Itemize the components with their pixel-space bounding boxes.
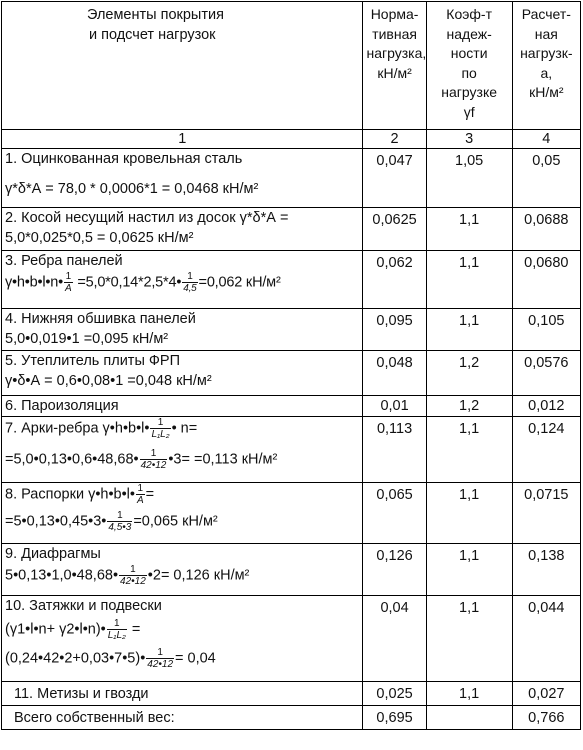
row-title: 6. Пароизоляция (5, 398, 119, 414)
row-title: 5. Утеплитель плиты ФРП (5, 353, 181, 369)
formula-part: 8. Распорки γ•h•b•l• (5, 486, 135, 503)
fraction-numerator: 1 (146, 647, 174, 659)
fraction-denominator: 42•12 (140, 460, 167, 471)
header-coef-line: по (461, 64, 477, 81)
normative-value: 0,113 (363, 417, 426, 483)
coef-value: 1,1 (426, 544, 512, 596)
header-coef-line: надеж- (446, 25, 492, 42)
header-row (2, 2, 581, 130)
row-description (2, 208, 363, 251)
row-description (2, 544, 363, 596)
design-value: 0,0680 (512, 251, 580, 309)
row-title: 3. Ребра панелей (5, 253, 123, 269)
header-design-line: а, (540, 64, 553, 81)
formula-part: 5•0,13•1,0•48,68• (5, 567, 119, 584)
row-title: 10. Затяжки и подвески (5, 598, 162, 614)
row-description (2, 706, 363, 730)
row-title: 11. Метизы и гвозди (14, 686, 149, 702)
row-title (5, 483, 359, 506)
row-formula: γ*δ*А = 78,0 * 0,0006*1 = 0,0468 кН/м² (5, 181, 259, 197)
header-normative-line: Норма- (370, 6, 419, 22)
table-row (2, 596, 581, 682)
row-description (2, 309, 363, 351)
design-value: 0,027 (512, 682, 580, 706)
normative-value: 0,047 (363, 149, 426, 208)
fraction-denominator: 4,5 (183, 283, 197, 294)
row-formula-continued (5, 647, 359, 670)
design-value: 0,0688 (512, 208, 580, 251)
row-formula: 5,0*0,025*0,5 = 0,0625 кН/м² (5, 230, 194, 246)
header-normative (363, 2, 426, 130)
header-design (512, 2, 580, 130)
row-formula (5, 510, 359, 533)
fraction-numerator: 1 (107, 618, 127, 630)
normative-value: 0,095 (363, 309, 426, 351)
column-number: 2 (363, 130, 426, 149)
row-title: 4. Нижняя обшивка панелей (5, 311, 196, 327)
table-row (2, 309, 581, 351)
column-number: 3 (426, 130, 512, 149)
column-number: 1 (2, 130, 363, 149)
normative-value: 0,062 (363, 251, 426, 309)
design-value: 0,05 (512, 149, 580, 208)
formula-part: (γ1•l•n+ γ2•l•n)• (5, 621, 106, 638)
row-title: 2. Косой несущий настил из досок γ*δ*А = (5, 210, 289, 226)
fraction-numerator: 1 (140, 448, 168, 460)
fraction-denominator: 42•12 (147, 659, 174, 670)
coef-value: 1,1 (426, 417, 512, 483)
header-design-line: ная (534, 25, 558, 42)
coef-value: 1,1 (426, 251, 512, 309)
design-value: 0,124 (512, 417, 580, 483)
design-value: 0,0715 (512, 483, 580, 544)
row-formula: 5,0•0,019•1 =0,095 кН/м² (5, 331, 169, 347)
table-row (2, 417, 581, 483)
row-title: 1. Оцинкованная кровельная сталь (5, 151, 243, 167)
fraction (119, 564, 147, 587)
table-row (2, 396, 581, 417)
table-row (2, 483, 581, 544)
fraction (140, 448, 168, 471)
normative-value: 0,065 (363, 483, 426, 544)
header-coef-line: нагрузке (441, 84, 498, 100)
column-number-row (2, 130, 581, 149)
normative-value: 0,0625 (363, 208, 426, 251)
fraction (150, 417, 170, 440)
design-value: 0,138 (512, 544, 580, 596)
row-description (2, 149, 363, 208)
total-coef-value (426, 706, 512, 730)
total-design-value: 0,766 (512, 706, 580, 730)
total-normative-value: 0,695 (363, 706, 426, 730)
design-value: 0,044 (512, 596, 580, 682)
formula-part: = (145, 486, 155, 503)
coef-value: 1,1 (426, 309, 512, 351)
header-normative-line: кН/м² (377, 64, 412, 81)
header-design-line: кН/м² (529, 84, 564, 100)
coef-value: 1,1 (426, 682, 512, 706)
fraction-numerator: 1 (65, 271, 71, 282)
row-description (2, 351, 363, 396)
formula-part: =0,065 кН/м² (133, 513, 218, 530)
total-row (2, 706, 581, 730)
fraction (64, 271, 72, 294)
row-description (2, 417, 363, 483)
header-elements-line1: Элементы покрытия (87, 7, 224, 23)
row-formula (5, 564, 359, 587)
formula-part: γ•h•b•l•n• (5, 274, 64, 291)
table-row (2, 149, 581, 208)
fraction-numerator: 1 (182, 271, 197, 283)
design-value: 0,012 (512, 396, 580, 417)
coef-value: 1,1 (426, 208, 512, 251)
header-elements (2, 2, 363, 130)
header-elements-line2: и подсчет нагрузок (89, 27, 216, 43)
header-coef (426, 2, 512, 130)
fraction-denominator: L₁L₂ (151, 429, 170, 440)
header-normative-line: тивная (372, 25, 417, 42)
table-row (2, 544, 581, 596)
fraction (136, 483, 145, 506)
formula-part: =5,0*0,14*2,5*4• (73, 274, 182, 291)
fraction (182, 271, 197, 294)
formula-part: = 0,04 (175, 650, 216, 667)
table-row (2, 682, 581, 706)
design-value: 0,105 (512, 309, 580, 351)
fraction (146, 647, 174, 670)
fraction-denominator: L₁L₂ (107, 630, 126, 641)
coef-value: 1,1 (426, 483, 512, 544)
row-formula (5, 618, 359, 641)
formula-part: (0,24•42•2+0,03•7•5)• (5, 650, 146, 667)
header-coef-line: ности (450, 45, 488, 61)
normative-value: 0,025 (363, 682, 426, 706)
coef-value: 1,1 (426, 596, 512, 682)
fraction (107, 618, 127, 641)
total-title: Всего собственный вес: (14, 710, 175, 726)
formula-part: =0,062 кН/м² (198, 274, 281, 291)
row-formula (5, 271, 359, 294)
coef-value: 1,2 (426, 396, 512, 417)
fraction-numerator: 1 (119, 564, 147, 576)
header-normative-line: нагрузка, (366, 45, 427, 61)
row-description (2, 251, 363, 309)
formula-part: =5•0,13•0,45•3• (5, 513, 107, 530)
normative-value: 0,048 (363, 351, 426, 396)
normative-value: 0,126 (363, 544, 426, 596)
formula-part: •3= =0,113 кН/м² (168, 451, 278, 468)
row-formula (5, 448, 359, 471)
column-number: 4 (512, 130, 580, 149)
header-design-line: Расчет- (521, 6, 571, 22)
formula-part: 7. Арки-ребра γ•h•b•l• (5, 420, 150, 437)
formula-part: • n= (171, 420, 198, 437)
row-description (2, 596, 363, 682)
design-value: 0,0576 (512, 351, 580, 396)
coef-value: 1,05 (426, 149, 512, 208)
formula-part: = (127, 621, 141, 638)
formula-part: =5,0•0,13•0,6•48,68• (5, 451, 139, 468)
fraction-numerator: 1 (150, 417, 170, 429)
row-description (2, 396, 363, 417)
normative-value: 0,04 (363, 596, 426, 682)
row-title (5, 417, 359, 440)
row-title: 9. Диафрагмы (5, 546, 101, 562)
load-table (1, 1, 581, 730)
fraction-numerator: 1 (137, 483, 144, 494)
header-coef-line: Коэф-т (446, 6, 492, 22)
fraction-denominator: 4,5•3 (108, 522, 132, 533)
row-description (2, 682, 363, 706)
normative-value: 0,01 (363, 396, 426, 417)
fraction-denominator: A (65, 283, 72, 294)
row-description (2, 483, 363, 544)
table-row (2, 351, 581, 396)
fraction-numerator: 1 (107, 510, 132, 522)
fraction-denominator: 42•12 (120, 576, 146, 587)
header-coef-line: γf (463, 103, 475, 120)
row-formula: γ•δ•А = 0,6•0,08•1 =0,048 кН/м² (5, 373, 212, 389)
coef-value: 1,2 (426, 351, 512, 396)
table-row (2, 208, 581, 251)
header-design-line: нагрузк- (520, 45, 573, 61)
table-row (2, 251, 581, 309)
fraction (107, 510, 132, 533)
formula-part: •2= 0,126 кН/м² (147, 567, 250, 584)
fraction-denominator: A (136, 495, 144, 506)
